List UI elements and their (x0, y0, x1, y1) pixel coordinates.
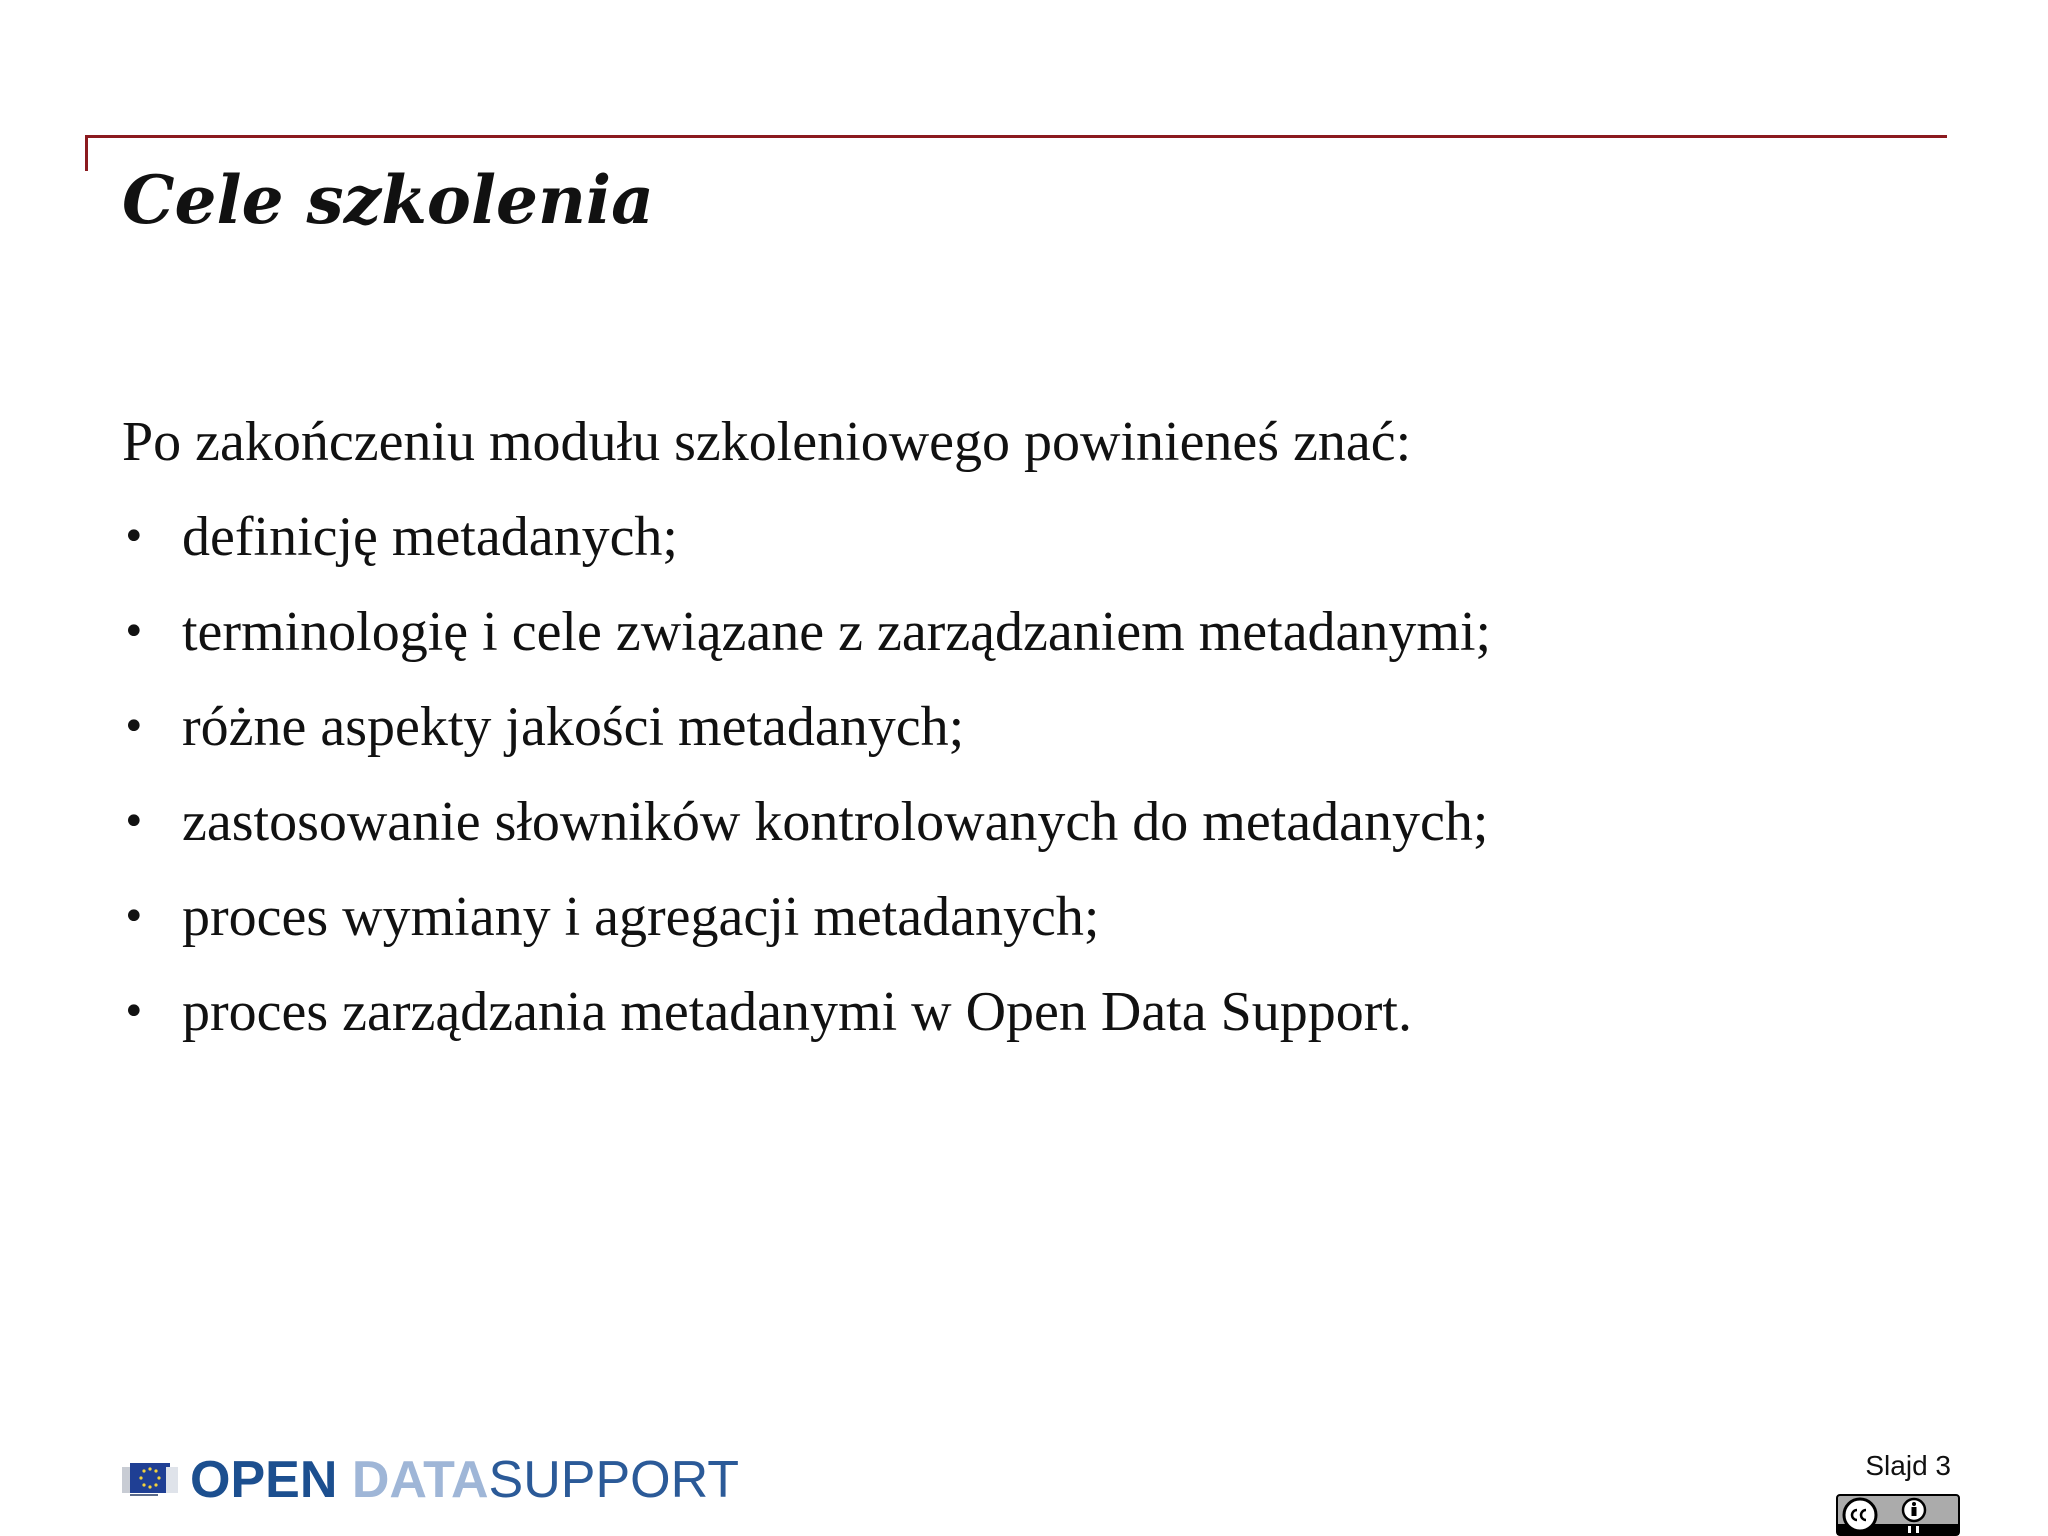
bullet-text: zastosowanie słowników kontrolowanych do metadanych; (182, 791, 1489, 853)
bullet-list (122, 490, 1822, 1060)
bullet-icon: • (122, 989, 146, 1035)
bullet-icon: • (122, 799, 146, 845)
bullet-text: terminologię i cele związane z zarządzaniem metadanymi; (182, 601, 1492, 663)
slide-title: Cele szkolenia (122, 161, 654, 239)
brand-word-support: SUPPORT (488, 1451, 739, 1509)
bullet-icon: • (122, 609, 146, 655)
bullet-icon: • (122, 894, 146, 940)
brand-word-open: OPEN (190, 1451, 338, 1509)
brand-word-data: DATA (351, 1451, 489, 1509)
bullet-item (122, 680, 1822, 775)
slide-number: Slajd 3 (1865, 1450, 1951, 1481)
bullet-item (122, 965, 1822, 1060)
eu-flag-icon (122, 1463, 178, 1497)
bullet-item (122, 585, 1822, 680)
bullet-text: różne aspekty jakości metadanych; (182, 696, 965, 758)
bullet-text: definicję metadanych; (182, 506, 678, 568)
slide-body (122, 395, 1822, 1060)
brand-wordmark (190, 1450, 739, 1510)
bullet-item (122, 775, 1822, 870)
bullet-item (122, 870, 1822, 965)
cc-by-icon (1836, 1494, 1960, 1536)
bullet-text: proces wymiany i agregacji metadanych; (182, 886, 1100, 948)
bullet-item (122, 490, 1822, 585)
intro-text: Po zakończeniu modułu szkoleniowego powinieneś znać: (122, 411, 1412, 473)
title-rule-corner (85, 135, 88, 171)
bullet-icon: • (122, 704, 146, 750)
open-data-support-logo (122, 1450, 739, 1510)
bullet-text: proces zarządzania metadanymi w Open Data Support. (182, 981, 1412, 1043)
title-rule (85, 135, 1947, 138)
bullet-icon: • (122, 514, 146, 560)
